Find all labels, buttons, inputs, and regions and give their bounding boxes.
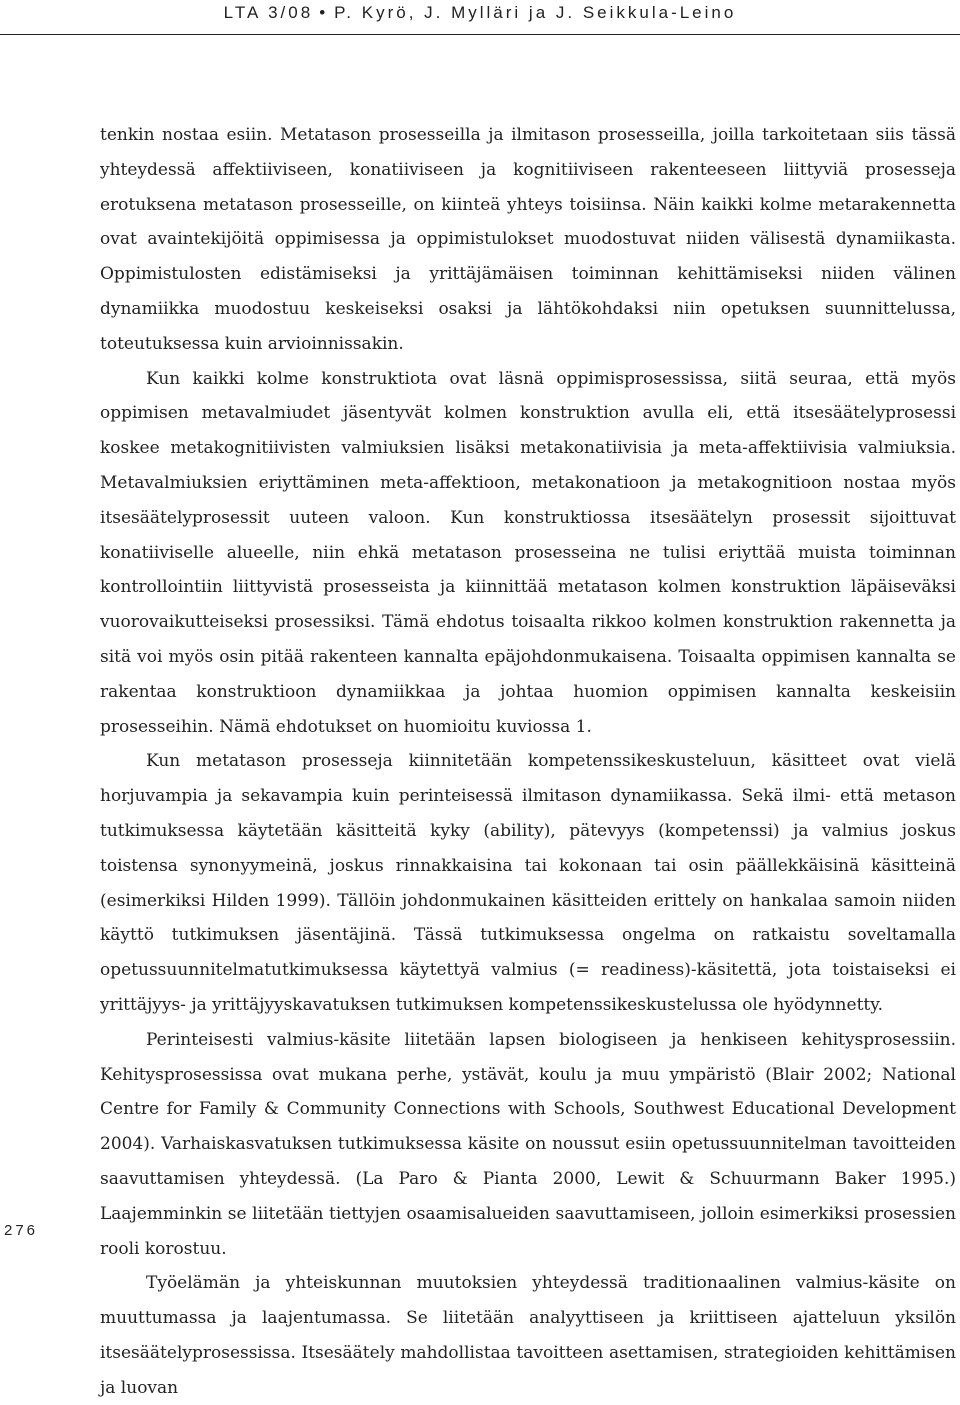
paragraph: Perinteisesti valmius-käsite liitetään lapsen biologiseen ja henkiseen kehitysprosessiin. Kehitysprosessissa ovat mukana perhe, ystävät, koulu ja muu ympäristö (Blair 2002; National Centre for Family & Community Connections with Schools, Southwest Educational Development 2004). Varhaiskasvatuksen tutkimuksessa käsite on noussut esiin opetussuunnitelman tavoitteiden saavuttamisen yhteydessä. (La Paro & Pianta 2000, Lewit & Schuurmann Baker 1995.) Laajemminkin se liitetään tiettyjen osaamisalueiden saavuttamiseen, jolloin esimerkiksi prosessien rooli korostuu. [100,1029,956,1259]
page-number: 276 [3,1222,39,1239]
paragraph-continued: tenkin nostaa esiin. Metatason prosesseilla ja ilmitason prosesseilla, joilla tarkoitetaan siis tässä yhteydessä affektiiviseen, konatiiviseen ja kognitiiviseen rakenteeseen liittyviä prosesseja erotuksena metatason prosesseille, on kiinteä yhteys toisiinsa. Näin kaikki kolme metarakennetta ovat avaintekijöitä oppimisessa ja oppimistulokset muodostuvat niiden välisestä dynamiikasta. Oppimistulosten edistämiseksi ja yrittäjämäisen toiminnan kehittämiseksi niiden välinen dynamiikka muodostuu keskeiseksi osaksi ja lähtökohdaksi niin opetuksen suunnittelussa, toteutuksessa kuin arvioinnissakin. [100,125,956,354]
header-bullet: • [319,3,329,22]
header-authors: P. Kyrö, J. Mylläri ja J. Seikkula-Leino [334,3,737,22]
running-header [0,0,960,35]
journal-issue: LTA 3/08 [223,3,314,22]
paragraph: Työelämän ja yhteiskunnan muutoksien yhteydessä traditionaalinen valmius-käsite on muuttumassa ja laajentumassa. Se liitetään analyyttiseen ja kriittiseen ajatteluun yksilön itsesäätelyprosessissa. Itsesäätely mahdollistaa tavoitteen asettamisen, strategioiden kehittämisen ja luovan [100,1273,956,1398]
article-body [100,118,956,1405]
paragraph: Kun metatason prosesseja kiinnitetään kompetenssikeskusteluun, käsitteet ovat vielä horjuvampia ja sekavampia kuin perinteisessä ilmitason dynamiikassa. Sekä ilmi- että metason tutkimuksessa käytetään käsitteitä kyky (ability), pätevyys (kompetenssi) ja valmius joskus toistensa synonyymeinä, joskus rinnakkaisina tai kokonaan tai osin päällekkäisinä käsitteinä (esimerkiksi Hilden 1999). Tällöin johdonmukainen käsitteiden erittely on hankalaa samoin niiden käyttö tutkimuksen jäsentäjinä. Tässä tutkimuksessa ongelma on ratkaistu soveltamalla opetussuunnitelmatutkimuksessa käytettyä valmius (= readiness)-käsitettä, jota toistaiseksi ei yrittäjyys- ja yrittäjyyskavatuksen tutkimuksen kompetenssikeskustelussa ole hyödynnetty. [100,751,956,1015]
paragraph: Kun kaikki kolme konstruktiota ovat läsnä oppimisprosessissa, siitä seuraa, että myös oppimisen metavalmiudet jäsentyvät kolmen konstruktion avulla eli, että itsesäätelyprosessi koskee metakognitiivisten valmiuksien lisäksi metakonatiivisia ja meta-affektiivisia valmiuksia. Metavalmiuksien eriyttäminen meta-affektioon, metakonatioon ja metakognitioon nostaa myös itsesäätelyprosessit uuteen valoon. Kun konstruktiossa itsesäätelyn prosessit sijoittuvat konatiiviselle alueelle, niin ehkä metatason prosesseina ne tulisi eriyttää muista toiminnan kontrollointiin liittyvistä prosesseista ja kiinnittää metatason kolmen konstruktion läpäiseväksi vuorovaikutteiseksi prosessiksi. Tämä ehdotus toisaalta rikkoo kolmen konstruktion rakennetta ja sitä voi myös osin pitää rakenteen kannalta epäjohdonmukaisena. Toisaalta oppimisen kannalta se rakentaa konstruktioon dynamiikkaa ja johtaa huomion oppimisen kannalta keskeisiin prosesseihin. Nämä ehdotukset on huomioitu kuviossa 1. [100,368,956,737]
